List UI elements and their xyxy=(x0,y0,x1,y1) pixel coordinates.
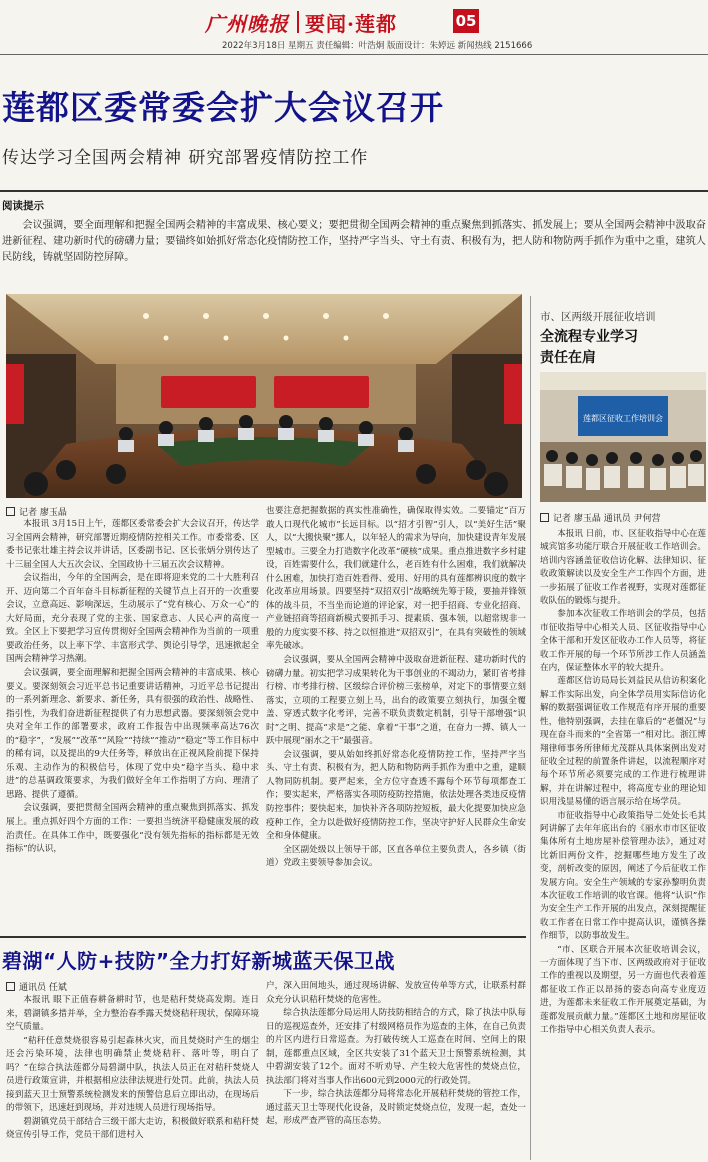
second-story-col1 xyxy=(6,994,259,1160)
paragraph: 本报讯 日前，市、区征收指导中心在莲城宾馆多功能厅联合开展征收工作培训会。培训内容涵盖征收信访化解、法律知识、征收政策解读以及安全生产工作四个方面，进一步拓展了征收工作者视野，实现对莲都征收队伍的锻炼与提升。 xyxy=(540,529,706,607)
paragraph: 参加本次征收工作培训会的学员，包括市征收指导中心相关人员、区征收指导中心全体干部和开发区征收办工作人员等，将征收工作开展的每一个环节所涉工作人员涵盖在内，保证整体水平的较大提升。 xyxy=(540,609,706,674)
page-number-badge: 05 xyxy=(453,9,479,33)
issue-meta: 2022年3月18日 星期五 责任编辑：叶浩炯 版面设计：朱婷远 新闻热线 2151666 xyxy=(222,41,533,51)
side-story-byline: 记者 廖玉晶 通讯员 尹何营 xyxy=(540,511,661,524)
paragraph: 碧湖镇党员干部结合三级干部大走访，积极做好联系和秸秆焚烧宣传引导工作，党员干部们进村入 xyxy=(6,1116,259,1141)
masthead-divider xyxy=(297,11,299,33)
paragraph: 会议强调，要从始如终抓好常态化疫情防控工作，坚持严字当头、守土有责、积极有为，把人防和物防两手抓作为重中之重，建顺人物同防机制。要严起来，全方位守查透不露每个环节每项都查工作；要实起来，严格落实各项防疫防控措施，依法处理各类违反疫情防控事件；要快起来，加快补齐各项防控短板，最大化提要加快应急疫种工作，全力以赴做好疫情防控工作，坚决守护好人民群众生命安全和身体健康。 xyxy=(266,749,526,842)
main-story-col1 xyxy=(6,518,259,930)
second-headline: 碧湖“人防+技防”全力打好新城蓝天保卫战 xyxy=(2,949,396,973)
main-subhead: 传达学习全国两会精神 研究部署疫情防控工作 xyxy=(2,148,369,168)
banner-text: 莲都区征收工作培训会 xyxy=(583,414,663,423)
paragraph: 莲都区信访局局长刘益民从信访积案化解工作实际出发，向全体学员用实际信访化解的数据强调征收工作规范有序开展的重要性，他特别强调，去挂在靠后的“老僵况”与现在奋斗而来的“全省第一”相对比。浙江博翔律师事务所律师尤茂群从具体案例出发对征收全过程的前置条件讲起，以流程顺序对每个环节所必须要完成的工作进行梳理讲解，并在讲解过程中，将高度专业的理论知识用浅显易懂的语言展示给在场学员。 xyxy=(540,676,706,808)
side-story-kicker: 市、区两级开展征收培训 xyxy=(540,311,656,323)
paragraph: 综合执法莲都分局运用人防技防相结合的方式，除了执法中队每日的巡视巡查外，还安排了村级网格员作为巡查的主体，在自己负责的片区内进行日常巡查。为打破传统人工巡查在时间、空间上的限制，莲都重点区域，全区共安装了31个蓝天卫士预警系统检测，其中碧湖安装了12个。面对不听劝导、产生较大危害性的焚烧点位，执法部门将对当事人作出600元到2000元的行政处罚。 xyxy=(266,1008,526,1086)
paragraph: “秸秆任意焚烧很容易引起森林火灾，而且焚烧时产生的烟尘还会污染环境，法律也明确禁止焚烧秸秆、落叶等，明白了吗？”在综合执法莲都分局碧湖中队，执法人员正在对秸秆焚烧人员进行政策宣讲，并根据相应法律法规进行处罚。此前，执法人员接到蓝天卫士预警系统检测发来的预警信息后立即出动，在现场后的带领下，迅速赶到现场，并对违规人员进行现场指导。 xyxy=(6,1035,259,1114)
training-hall-illustration xyxy=(540,372,706,502)
section-title: 要闻·莲都 xyxy=(305,12,397,36)
paragraph: 本报讯 3月15日上午，莲都区委常委会扩大会议召开，传达学习全国两会精神，研究部署近期疫情防控相关工作。市委常委、区委书记张壮雄主持会议并讲话，区委副书记、区长张炳分别传达了十三届全国人大五次会议、全国政协十三届五次会议精神。 xyxy=(6,519,259,570)
main-story-byline: 记者 廖玉晶 xyxy=(6,505,67,518)
main-story-col2 xyxy=(266,505,526,930)
paragraph: 也要注意把握数据的真实性准确性，确保取得实效。二要锚定“百万敢人口现代化城市”长远目标。以“招才引智”引人，以“美好生活”聚人，以“大搬快聚”挪人，以年轻人的需求为导向，加快建设青年发展型城市。三要全力打造数字化改革“硬核”成果。重点推进数字乡村建设，百姓需要什么，我们就建什么，老百姓有什么困难，我们就解决什么困难，加快打造百姓看得、爱用、好用的具有莲都辨识度的数字化改革应用场景。四要坚持“双招双引”战略统先筹于陵，要抽并锋领体的战斗员，不当坐而论道的评论家，对一把手招商、专业化招商、产业链招商等招商新模式要抓手习、提素质、强本领，以超常规非一般的力度实要不移、持之以恒推进“双招双引”，在具有突破性的领域率先破冰。 xyxy=(266,506,526,652)
main-headline: 莲都区委常委会扩大会议召开 xyxy=(2,88,444,127)
newspaper-logo: 广州晚报 xyxy=(205,12,289,36)
paragraph: 户，深入田间地头，通过现场讲解、发放宣传单等方式，让联系村群众充分认识秸秆焚烧的危害性。 xyxy=(266,981,526,1005)
meeting-photo xyxy=(6,294,522,498)
paragraph: 会议强调，要把贯彻全国两会精神的重点聚焦到抓落实、抓发展上。重点抓好四个方面的工作：一要担当统济平稳健康发展的政治责任。在具体工作中，既要强化“没有领先指标的指标都是无效指标”的认识， xyxy=(6,803,259,855)
side-story-body xyxy=(540,528,706,1158)
training-photo xyxy=(540,372,706,502)
reading-tip-title: 阅读提示 xyxy=(2,200,44,212)
masthead-rule xyxy=(0,54,708,55)
side-story-title-line2: 责任在肩 xyxy=(540,350,596,366)
reading-tip-box xyxy=(0,190,708,286)
second-story-rule xyxy=(0,936,526,938)
paragraph: 会议强调，要全面理解和把握全国两会精神的丰富成果、核心要义。要深刻领会习近平总书记重要讲话精神，习近平总书记提出的一系列新理念、新要求、新任务，具有很强的政治性、战略性、指引性，为我们奋进新征程提供了有力思想武器。要深刻领会党中央对全年工作的部署要求，政府工作报告中出现频率高达76次的“稳字”，“发展”“改革”“风险”“持续”“推动”“稳定”等工作目标中的稀有词，以及提出的9大任务等，释放出在正视风险前提下保持乐观、主动作为的积极信号，体现了党中央“稳字当头、稳中求进”的总基调政策要求，为我们做好全年工作指明了方向、理清了思路、提供了遵循。 xyxy=(6,668,259,800)
paragraph: 本报讯 眼下正值春耕备耕时节，也是秸秆焚烧高发期。连日来，碧湖镇多措并举，全力整治春季露天焚烧秸秆现状，保障环境空气质量。 xyxy=(6,995,259,1033)
paragraph: 下一步，综合执法莲都分局将常态化开展秸秆焚烧的管控工作，通过蓝天卫士等现代化设备，及时锁定焚烧点位，发现一起，查处一起，形成严查严管的高压态势。 xyxy=(266,1089,526,1127)
paragraph: 全区副处级以上领导干部，区直各单位主要负责人，各乡镇（街道）党政主要领导参加会议。 xyxy=(266,844,526,869)
reading-tip-text: 会议强调，要全面理解和把握全国两会精神的丰富成果、核心要义；要把贯彻全国两会精神的重点聚焦到抓落实、抓发展上；要从全国两会精神中汲取奋进新征程、建功新时代的磅礴力量；要锚终如始抓好常态化疫情防控工作，坚持严字当头、守土有责、积极有为，把人防和物防两手抓作为重中之重，建筑人民防线，铸就坚固防控屏障。 xyxy=(2,220,706,263)
masthead xyxy=(0,0,708,50)
paragraph: “市、区联合开展本次征收培训会议，一方面体现了当下市、区两级政府对于征收工作的重视以及期望，另一方面也代表着莲都征收工作正以昂扬的姿态向高专业度迈进，为莲都未来征收工作开展奠定基础，为莲都发展贡献力量。”莲都区土地和房屋征收工作指导中心相关负责人表示。 xyxy=(540,944,706,1036)
paragraph: 会议强调，要从全国两会精神中汲取奋进新征程、建功新时代的磅礴力量。初实把学习成果转化为干事创业的不竭动力，紧盯省考排行榜、市考排行榜、区级综合评价榜三张榜单，对定下的事情要立刻落实，立项的工程要立刻上马，出台的政策要立刻执行，加强全覆盖、穿透式数字化考评，完善不联负责数定机制，引导干部增强“识时”之明、提高“求是”之能、拿着“干事”之道，在奋力一搏、镇人一跃中展现“丽水之干”最强音。 xyxy=(266,655,526,747)
paragraph: 市征收指导中心政策指导二处处长毛其阿讲解了去年年底出台的《丽水市市区征收集体所有土地房屋补偿管理办法》，通过对比新旧两份文件，挖掘哪些地方发生了改变，剖析改变的原因，阐述了今后征收工作发展方向。安全生产领域的专家孙黎明负责本次征收工作培训的收官课。他将“认识”作为安全生产工作开展的出发点，深刻提醒征收工作者在日常工作中提高认识，谨慎各操作细节，以防事故发生。 xyxy=(540,810,706,942)
side-story-title-line1: 全流程专业学习 xyxy=(540,329,638,345)
second-story-byline: 通讯员 任斌 xyxy=(6,980,67,993)
second-story-col2 xyxy=(266,980,526,1160)
paragraph: 会议指出，今年的全国两会，是在即将迎来党的二十大胜利召开、迈向第二个百年奋斗目标新征程的关键节点上召开的一次重要会议，立意高远、影响深远，生动展示了“党有核心、万众一心”的大好局面，充分表现了党的主张、国家意志、人民心声的高度一致。全区上下要把学习宣传贯彻好全国两会精神作为当前的一项重要政治任务，以上率下学、丰富形式学、舆论引导学，迅速掀起全国两会精神学习热潮。 xyxy=(6,573,259,665)
column-divider xyxy=(530,296,531,1160)
meeting-hall-illustration xyxy=(6,294,522,498)
